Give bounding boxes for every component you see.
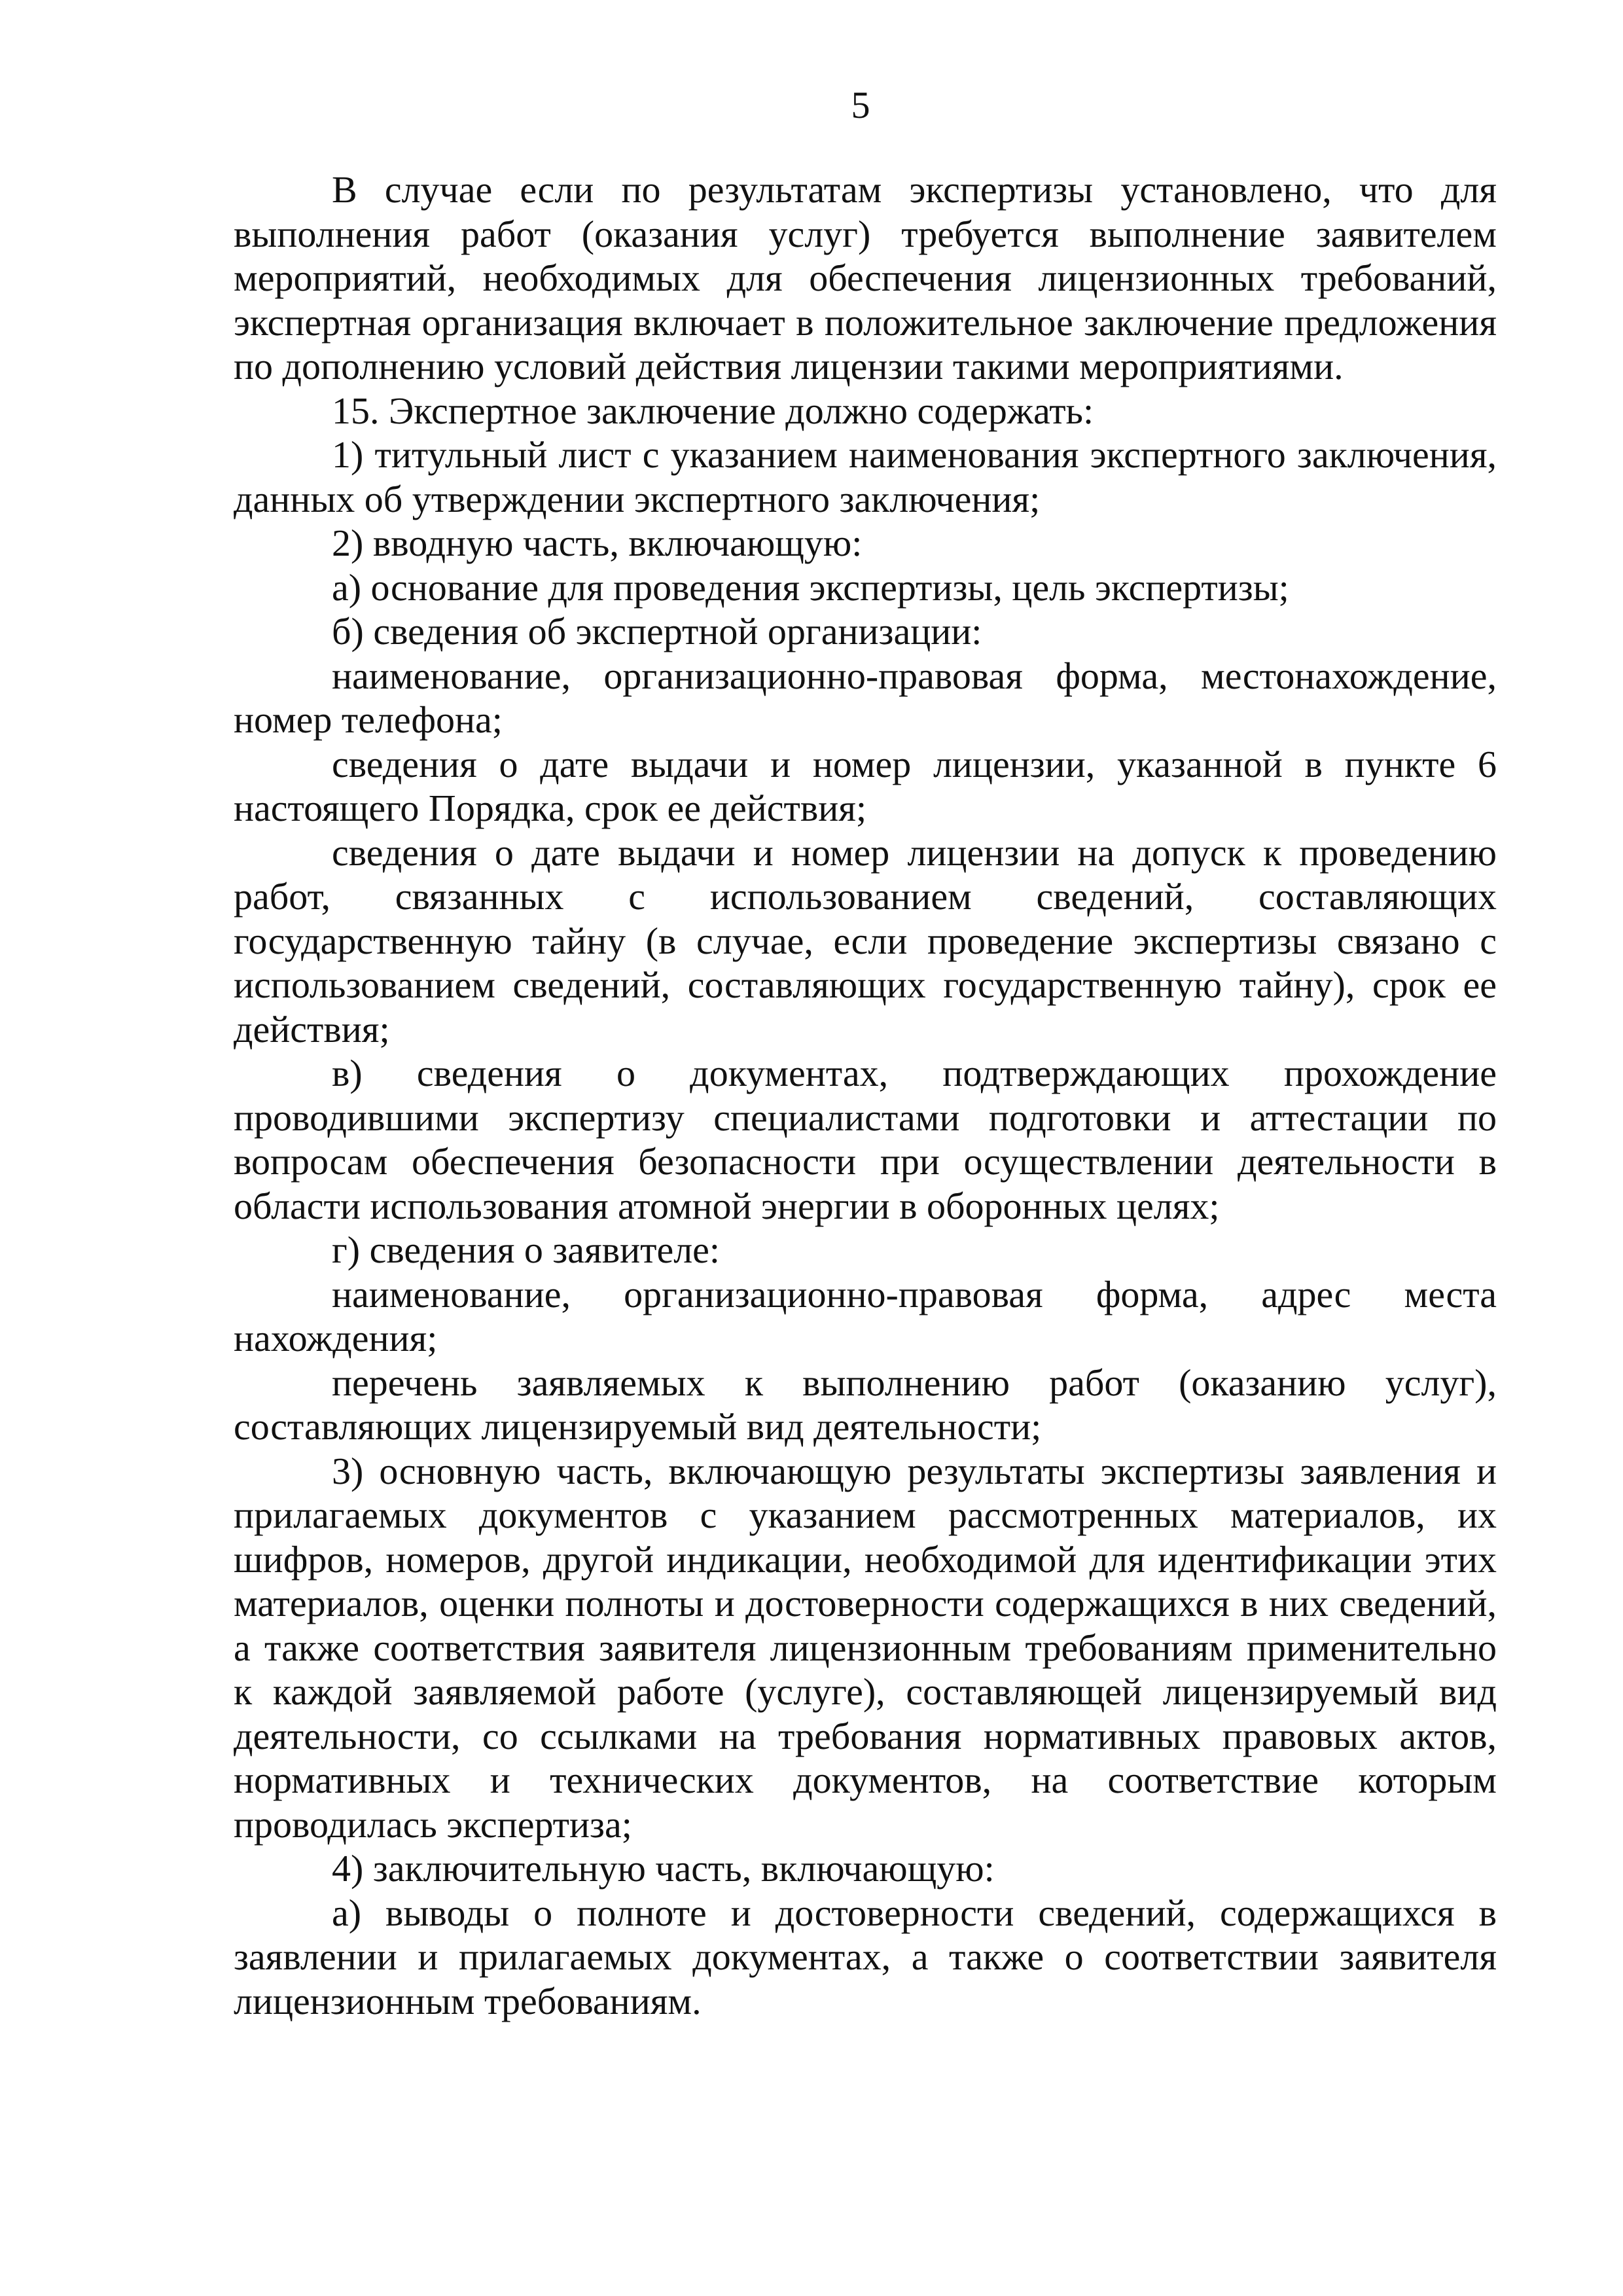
paragraph-license-info: сведения о дате выдачи и номер лицензии, указанной в пункте 6 настоящего Порядка, срок ее действия; xyxy=(234,742,1497,829)
paragraph-applicant: г) сведения о заявителе: xyxy=(332,1229,721,1271)
paragraph-expertise-measures: В случае если по результатам экспертизы установлено, что для выполнения работ (оказания услуг) требуется выполнение заявителем мероприятий, необходимых для обеспечения лицензионных требований, экспертная организация включает в положительное заключение предложения по дополнению условий действия лицензии такими мероприятиями. xyxy=(234,168,1497,387)
paragraph-works-list: перечень заявляемых к выполнению работ (оказанию услуг), составляющих лицензируемый вид деятельности; xyxy=(234,1361,1497,1448)
paragraph-final-part: 4) заключительную часть, включающую: xyxy=(332,1847,995,1890)
document-body xyxy=(234,168,1497,2023)
paragraph-secret-clearance: сведения о дате выдачи и номер лицензии на допуск к проведению работ, связанных с использованием сведений, составляющих государственную тайну (в случае, если проведение экспертизы связано с использованием сведений, составляющих государственную тайну), срок ее действия; xyxy=(234,831,1497,1050)
paragraph-basis-purpose: а) основание для проведения экспертизы, цель экспертизы; xyxy=(332,565,1289,609)
paragraph-introduction: 2) вводную часть, включающую: xyxy=(332,522,863,564)
paragraph-applicant-details: наименование, организационно-правовая форма, адрес места нахождения; xyxy=(234,1272,1497,1359)
paragraph-title-page: 1) титульный лист с указанием наименования экспертного заключения, данных об утверждении экспертного заключения; xyxy=(234,433,1497,520)
paragraph-main-part: 3) основную часть, включающую результаты экспертизы заявления и прилагаемых документов с указанием рассмотренных материалов, их шифров, номеров, другой индикации, необходимой для идентификации этих материалов, оценки полноты и достоверности содержащихся в них сведений, а также соответствия заявителя лицензионным требованиям применительно к каждой заявляемой работе (услуге), составляющей лицензируемый вид деятельности, со ссылками на требования нормативных правовых актов, нормативных и технических документов, на соответствие которым проводилась экспертиза; xyxy=(234,1449,1497,1846)
page-number: 5 xyxy=(851,84,870,126)
paragraph-organization-details: наименование, организационно-правовая форма, местонахождение, номер телефона; xyxy=(234,654,1497,741)
paragraph-expert-organization: б) сведения об экспертной организации: xyxy=(332,610,982,653)
paragraph-specialist-certification: в) сведения о документах, подтверждающих прохождение проводившими экспертизу специалистами подготовки и аттестации по вопросам обеспечения безопасности при осуществлении деятельности в области использования атомной энергии в оборонных целях; xyxy=(234,1052,1497,1227)
paragraph-item-15: 15. Экспертное заключение должно содержать: xyxy=(332,389,1094,432)
paragraph-conclusions: а) выводы о полноте и достоверности сведений, содержащихся в заявлении и прилагаемых документах, а также о соответствии заявителя лицензионным требованиям. xyxy=(234,1891,1497,2022)
